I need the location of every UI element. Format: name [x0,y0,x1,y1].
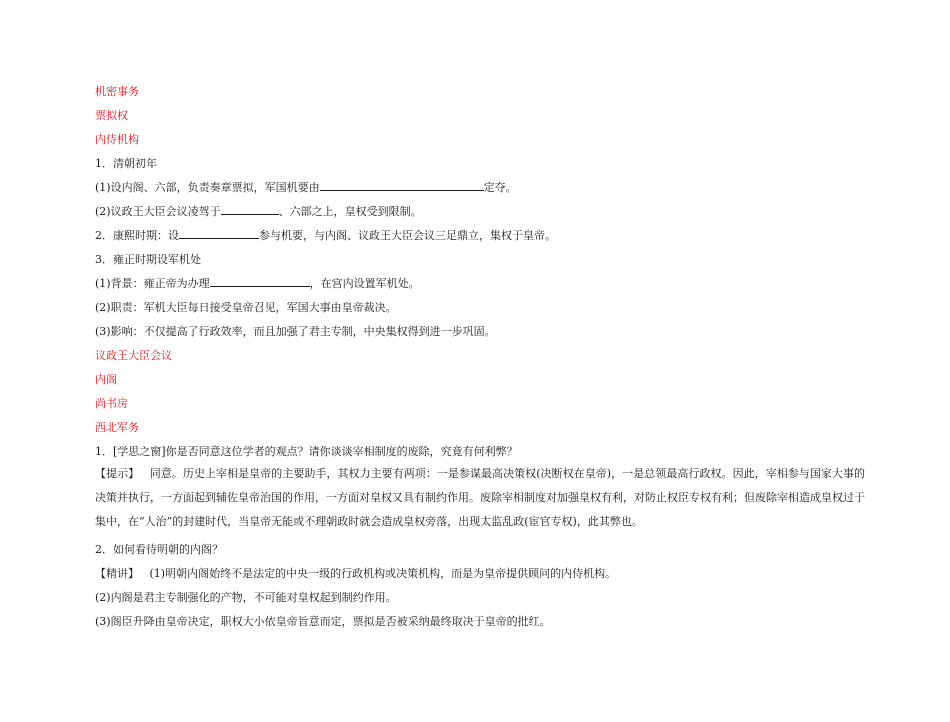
fill-in-line [95,179,865,196]
answer-line: 尚书房 [95,397,128,410]
answer-blank [210,275,310,287]
line-text: 2．康熙时期：设 [95,229,179,242]
line-text: 、六部之上，皇权受到限制。 [278,205,422,218]
answer-blank [320,179,484,191]
answer-line: 西北军务 [95,421,139,434]
section-heading: 3．雍正时期设军机处 [95,253,201,266]
line-text: (2)议政王大臣会议凌驾于 [95,205,221,218]
fill-in-line [95,227,865,244]
answer-line: 议政王大臣会议 [95,349,172,362]
hint-text: 同意。历史上宰相是皇帝的主要助手，其权力主要有两项：一是参谋最高决策权(决断权在皇帝)，一是总领最高行政权。因此，宰相参与国家大事的决策并执行，一方面起到辅佐皇帝治国的作用，一方面对皇权又具有制约作用。废除宰相制度对加强皇权有利，对防止权臣专权有利；但废除宰相造成皇权过于集中，在“人治”的封建时代，当皇帝无能或不理朝政时就会造成皇权旁落，出现太监乱政(宦官专权)，此其弊也。 [95,467,866,528]
line-text: (1)设内阁、六部，负责奏章票拟，军国机要由 [95,181,320,194]
line-text: (1)明朝内阁始终不是法定的中央一级的行政机构或决策机构，而是为皇帝提供顾问的内侍机构。 [149,567,617,580]
text-line: (2)职责：军机大臣每日接受皇帝召见，军国大事由皇帝裁决。 [95,301,397,314]
line-text: ，在宫内设置军机处。 [309,277,420,290]
line-text: (1)背景：雍正帝为办理 [95,277,210,290]
section-heading: 1．清朝初年 [95,157,157,170]
explain-tag: 【精讲】 [95,567,139,580]
answer-line: 内侍机构 [95,133,139,146]
answer-blank [179,227,259,239]
fill-in-line [95,275,865,292]
answer-line: 内阁 [95,373,117,386]
text-line: (2)内阁是君主专制强化的产物，不可能对皇权起到制约作用。 [95,591,397,604]
fill-in-line [95,203,865,220]
text-line: (3)阁臣升降由皇帝决定，职权大小依皇帝旨意而定，票拟是否被采纳最终取决于皇帝的批红。 [95,615,551,628]
answer-paragraph [95,462,865,534]
answer-line: 票拟权 [95,109,128,122]
text-line: (3)影响：不仅提高了行政效率，而且加强了君主专制，中央集权得到进一步巩固。 [95,325,496,338]
line-text: 定夺。 [483,181,517,194]
question-text: 1．[学思之窗]你是否同意这位学者的观点？请你谈谈宰相制度的废除，究竟有何利弊？ [95,445,518,458]
text-line [95,565,865,582]
question-text: 2．如何看待明朝的内阁？ [95,543,223,556]
answer-line: 机密事务 [95,85,139,98]
answer-blank [221,203,279,215]
document-body [95,80,865,630]
line-text: 参与机要，与内阁、议政王大臣会议三足鼎立，集权于皇帝。 [259,229,556,242]
hint-tag: 【提示】 [95,467,140,480]
